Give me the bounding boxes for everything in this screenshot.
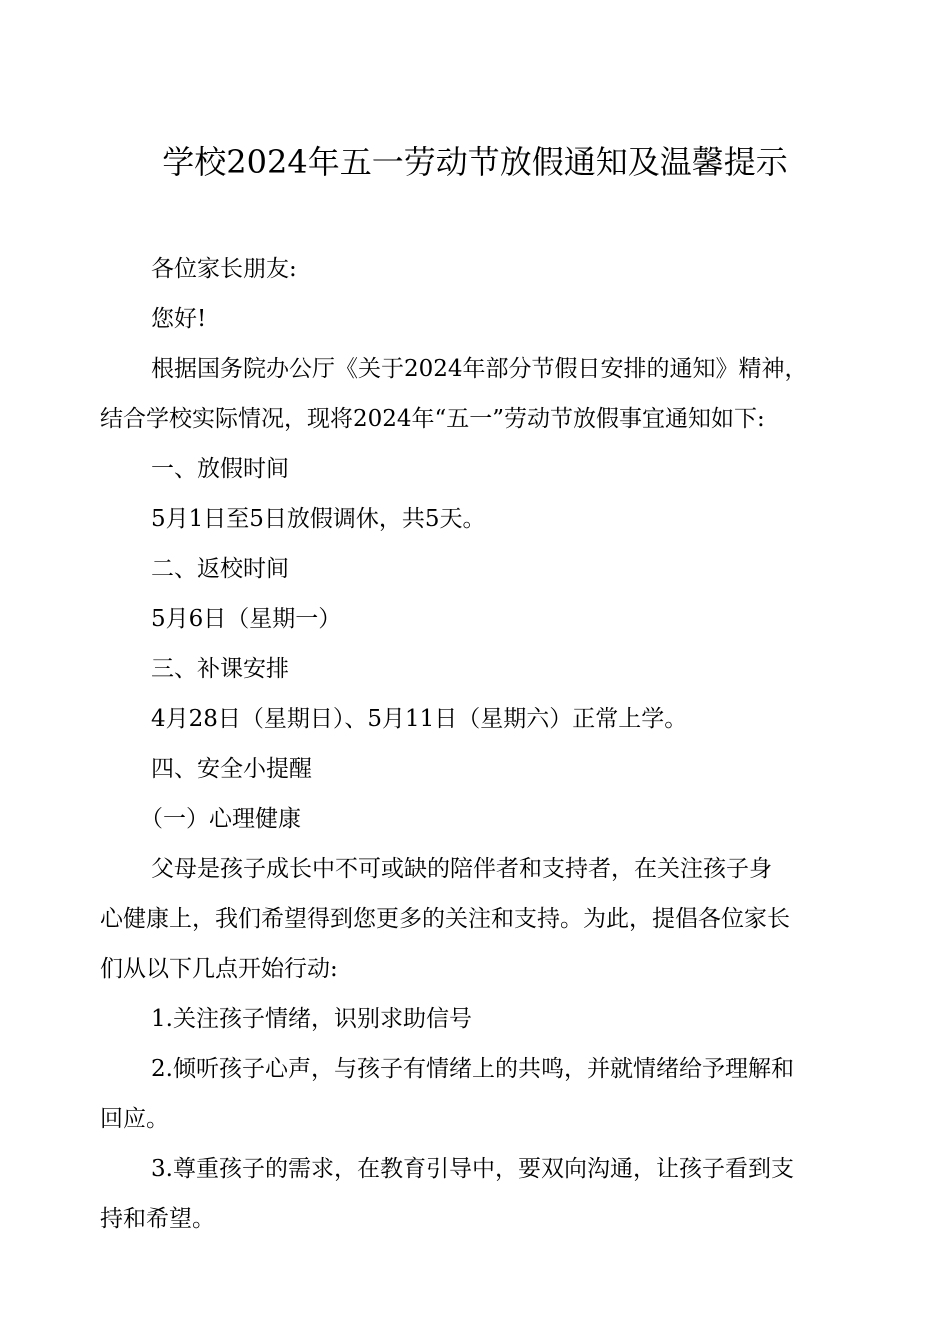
document-line: 一、放假时间 [151,456,289,482]
document-line: 您好! [151,306,207,332]
document-line: 们从以下几点开始行动: [100,956,338,982]
document-line: 二、返校时间 [151,556,289,582]
document-line: 心健康上，我们希望得到您更多的关注和支持。为此，提倡各位家长 [100,906,790,932]
document-line: 3.尊重孩子的需求，在教育引导中，要双向沟通，让孩子看到支 [151,1156,794,1182]
document-body [100,244,852,1244]
document-title: 学校2024年五一劳动节放假通知及温馨提示 [162,143,788,181]
document-line: 5月1日至5日放假调休，共5天。 [151,506,486,532]
document-line: 三、补课安排 [151,656,289,682]
document-line: 父母是孩子成长中不可或缺的陪伴者和支持者，在关注孩子身 [151,856,772,882]
document-line: 回应。 [100,1106,169,1132]
document-line: 4月28日（星期日）、5月11日（星期六）正常上学。 [151,706,688,732]
document-line: 各位家长朋友: [151,256,297,282]
document-line: 持和希望。 [100,1206,215,1232]
document-line: （一）心理健康 [140,806,301,832]
document-line: 5月6日（星期一） [151,606,342,632]
document-line: 2.倾听孩子心声，与孩子有情绪上的共鸣，并就情绪给予理解和 [151,1056,794,1082]
document-line: 结合学校实际情况，现将2024年“五一”劳动节放假事宜通知如下: [100,406,765,432]
document-line: 根据国务院办公厅《关于2024年部分节假日安排的通知》精神， [151,356,808,382]
document-line: 四、安全小提醒 [151,756,312,782]
document-line: 1.关注孩子情绪，识别求助信号 [151,1006,472,1032]
